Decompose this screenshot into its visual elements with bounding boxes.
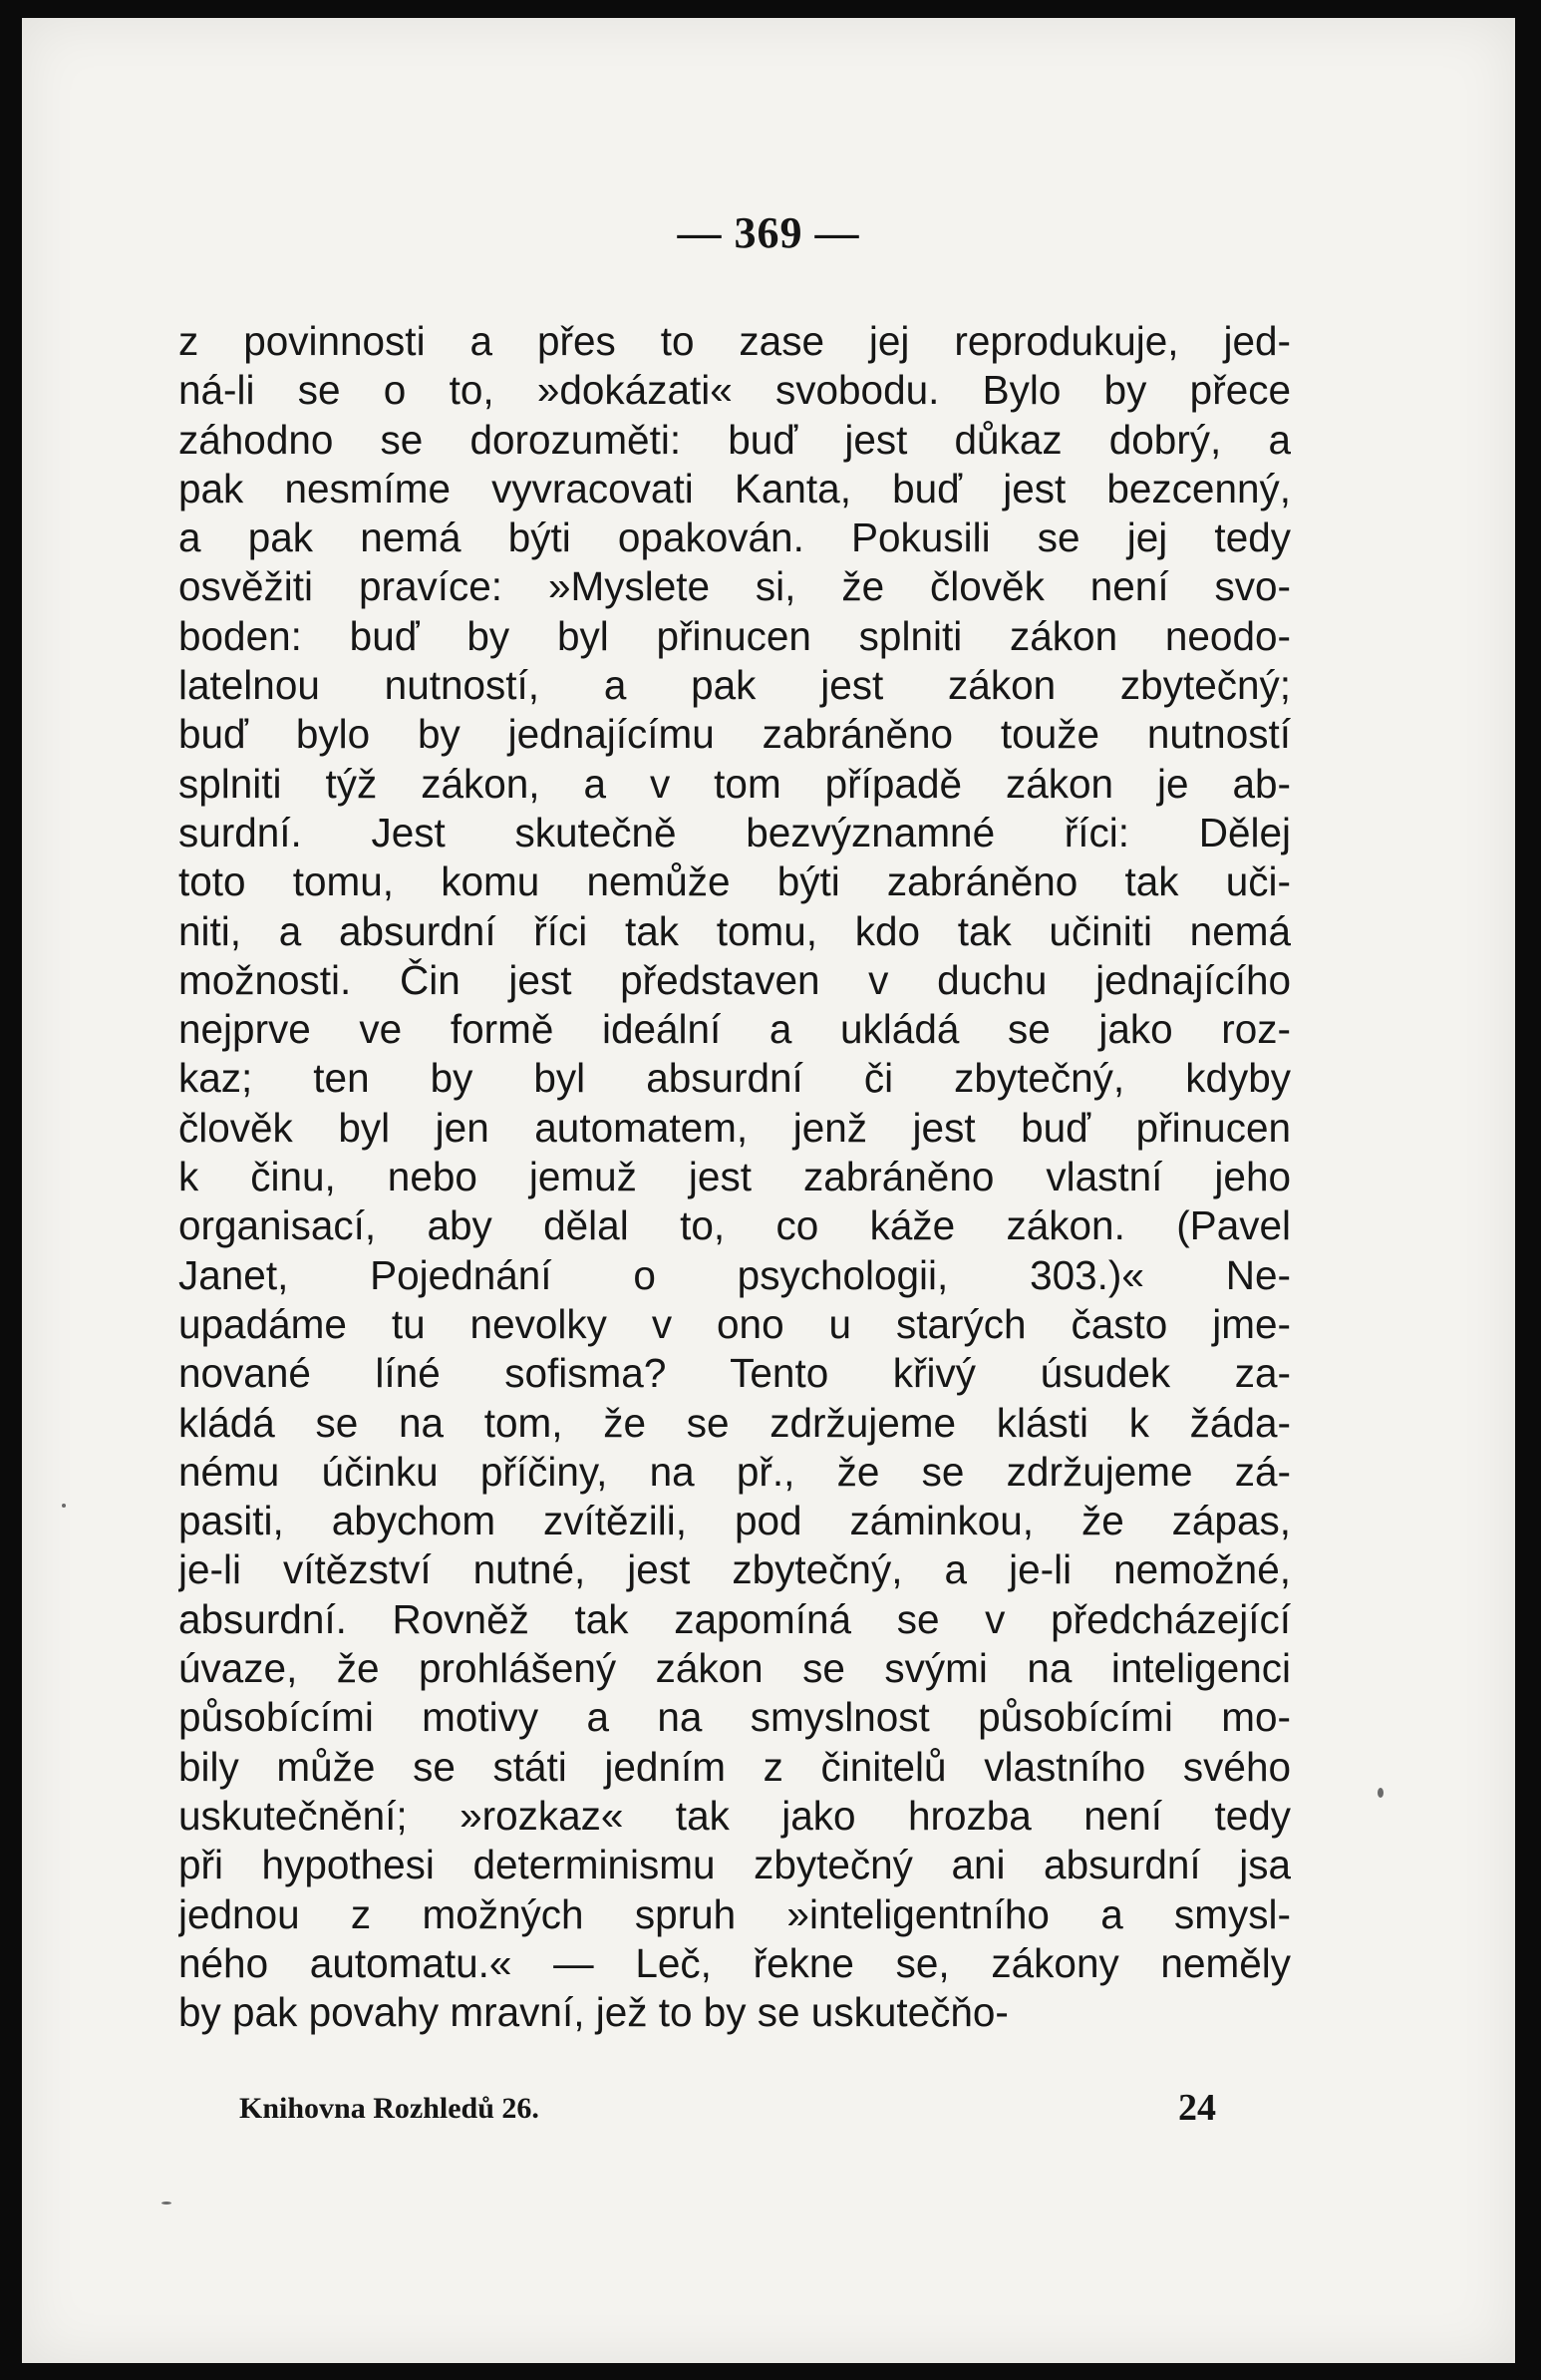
text-line: splniti týž zákon, a v tom případě zákon je ab- [178,760,1291,807]
scan-speck [1378,1788,1384,1798]
text-line: organisací, aby dělal to, co káže zákon. (Pavel [178,1202,1291,1249]
text-line: a pak nemá býti opakován. Pokusili se jej tedy [178,514,1291,561]
text-line: ného automatu.« — Leč, řekne se, zákony neměly [178,1939,1291,1986]
footer-signature-number: 24 [1178,2087,1216,2129]
text-line: nované líné sofisma? Tento křivý úsudek za- [178,1350,1291,1397]
text-line: nejprve ve formě ideální a ukládá se jako roz- [178,1006,1291,1053]
text-line: je-li vítězství nutné, jest zbytečný, a je-li nemožné, [178,1546,1291,1593]
text-line: absurdní. Rovněž tak zapomíná se v předcházející [178,1595,1291,1642]
text-line: by pak povahy mravní, jež to by se uskutečňo- [178,1989,1009,2036]
text-line: pasiti, abychom zvítězili, pod záminkou, že zápas, [178,1498,1291,1544]
text-line: ná-li se o to, »dokázati« svobodu. Bylo by přece [178,367,1291,414]
body-text [178,317,1291,2037]
text-line: záhodno se dorozuměti: buď jest důkaz dobrý, a [178,416,1291,463]
text-line: pak nesmíme vyvracovati Kanta, buď jest bezcenný, [178,465,1291,511]
text-line: niti, a absurdní říci tak tomu, kdo tak učiniti nemá [178,907,1291,954]
text-line: boden: buď by byl přinucen splniti zákon neodo- [178,612,1291,659]
text-line: toto tomu, komu nemůže býti zabráněno tak uči- [178,858,1291,905]
text-line: bily může se státi jedním z činitelů vlastního svého [178,1743,1291,1790]
text-line: působícími motivy a na smyslnost působícími mo- [178,1694,1291,1741]
text-line: surdní. Jest skutečně bezvýznamné říci: Dělej [178,809,1291,855]
text-line: kládá se na tom, že se zdržujeme klásti k žáda- [178,1399,1291,1446]
text-line: při hypothesi determinismu zbytečný ani absurdní jsa [178,1842,1291,1888]
text-line: kaz; ten by byl absurdní či zbytečný, kdyby [178,1055,1291,1102]
text-line: uskutečnění; »rozkaz« tak jako hrozba není tedy [178,1792,1291,1839]
text-line: upadáme tu nevolky v ono u starých často jme- [178,1300,1291,1347]
page-number: — 369 — [677,208,860,257]
text-line: možnosti. Čin jest představen v duchu jednajícího [178,956,1291,1003]
text-line: Janet, Pojednání o psychologii, 303.)« Ne- [178,1251,1291,1298]
text-line: latelnou nutností, a pak jest zákon zbytečný; [178,662,1291,709]
book-page [22,18,1515,2363]
text-line: jednou z možných spruh »inteligentního a smysl- [178,1890,1291,1937]
footer-series-title: Knihovna Rozhledů 26. [239,2092,539,2125]
text-line: úvaze, že prohlášený zákon se svými na inteligenci [178,1645,1291,1692]
scan-speck [62,1504,66,1508]
text-line: k činu, nebo jemuž jest zabráněno vlastní jeho [178,1154,1291,1200]
text-line: buď bylo by jednajícímu zabráněno touže nutností [178,711,1291,758]
scan-speck [161,2202,171,2205]
text-line: osvěžiti pravíce: »Myslete si, že člověk není svo- [178,563,1291,610]
text-line: člověk byl jen automatem, jenž jest buď přinucen [178,1104,1291,1151]
text-line: z povinnosti a přes to zase jej reprodukuje, jed- [178,318,1291,364]
text-line: nému účinku příčiny, na př., že se zdržujeme zá- [178,1448,1291,1495]
